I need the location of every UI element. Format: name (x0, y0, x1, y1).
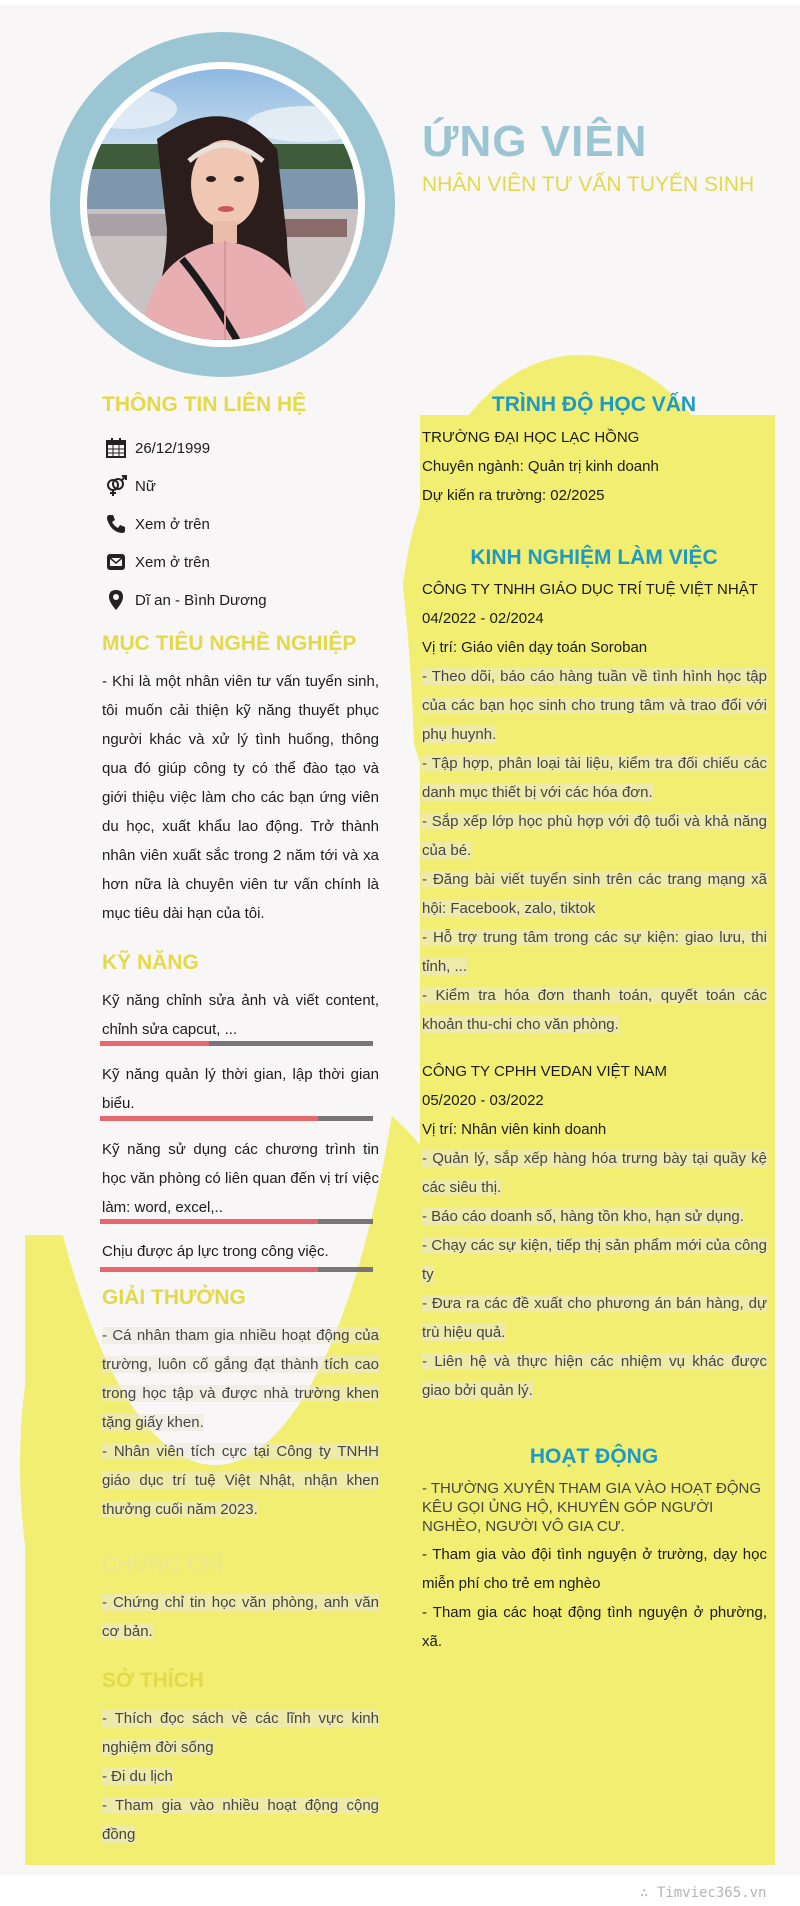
duty-item: - Quản lý, sắp xếp hàng hóa trưng bày tại quầy kệ các siêu thị. (422, 1150, 767, 1196)
avatar (87, 69, 358, 340)
contact-location-text: Dĩ an - Bình Dương (135, 591, 267, 609)
duty-item: - Đăng bài viết tuyển sinh trên các trang mạng xã hội: Facebook, zalo, tiktok (422, 871, 767, 917)
skills-title: KỸ NĂNG (102, 951, 199, 974)
experience-title: KINH NGHIỆM LÀM VIỆC (470, 546, 718, 569)
skill-3-bar (100, 1219, 373, 1224)
certificate-item: - Chứng chỉ tin học văn phòng, anh văn cơ bản. (102, 1594, 379, 1640)
job-1 (422, 575, 767, 1039)
contact-birthday (105, 435, 210, 461)
job-2-duties (422, 1144, 767, 1405)
objective-text: - Khi là một nhân viên tư vấn tuyển sinh, tôi muốn cải thiện kỹ năng thuyết phục người khác và xử lý tình huống, thông qua đó giúp công ty có thể đào tạo và giới thiệu việc làm cho các bạn ứng viên du học, xuất khẩu lao động. Trở thành nhân viên xuất sắc trong 2 năm tới và xa hơn nữa là chuyên viên tư vấn chính là mục tiêu dài hạn của tôi. (102, 673, 379, 922)
contact-email-text: Xem ở trên (135, 553, 210, 571)
activity-item: - Tham gia các hoạt động tình nguyện ở phường, xã. (422, 1604, 767, 1650)
contact-gender-text: Nữ (135, 477, 156, 495)
certificates-title: CHỨNG CHỈ (102, 1553, 224, 1576)
certificates-list (102, 1588, 379, 1646)
job-1-duties (422, 662, 767, 1039)
award-item: - Nhân viên tích cực tại Công ty TNHH giáo dục trí tuệ Việt Nhật, nhận khen thưởng cuối năm 2023. (102, 1443, 379, 1518)
avatar-illustration (87, 69, 358, 340)
education-block (422, 423, 767, 510)
award-item: - Cá nhân tham gia nhiều hoạt động của trường, luôn cố gắng đạt thành tích cao trong học tập và được nhà trường khen tặng giấy khen. (102, 1327, 379, 1431)
job-1-period: 04/2022 - 02/2024 (422, 610, 544, 627)
activities-block (422, 1479, 767, 1656)
calendar-icon (105, 437, 127, 459)
site-watermark: ∴ Timviec365.vn (640, 1885, 767, 1901)
skill-2-text: Kỹ năng quản lý thời gian, lập thời gian biểu. (102, 1066, 379, 1112)
education-major: Chuyên ngành: Quản trị kinh doanh (422, 458, 659, 475)
duty-item: - Đưa ra các đề xuất cho phương án bán hàng, dự trù hiệu quả. (422, 1295, 767, 1341)
cv-canvas (0, 5, 800, 1875)
hobbies-title: SỞ THÍCH (102, 1669, 204, 1692)
candidate-role: NHÂN VIÊN TƯ VẤN TUYỂN SINH (422, 173, 755, 196)
contact-email (105, 549, 210, 575)
duty-item: - Sắp xếp lớp học phù hợp với độ tuổi và khả năng của bé. (422, 813, 767, 859)
education-school: TRƯỜNG ĐẠI HỌC LẠC HỒNG (422, 429, 640, 446)
mail-icon (105, 551, 127, 573)
skill-1-bar-fill (100, 1041, 209, 1046)
contact-phone (105, 511, 210, 537)
hobby-item: - Đi du lịch (102, 1768, 173, 1785)
duty-item: - Kiểm tra hóa đơn thanh toán, quyết toán các khoản thu-chi cho văn phòng. (422, 987, 767, 1033)
duty-item: - Tập hợp, phân loại tài liệu, kiểm tra đối chiếu các danh mục thiết bị với các hóa đơn. (422, 755, 767, 801)
duty-item: - Báo cáo doanh số, hàng tồn kho, hạn sử dụng. (422, 1208, 744, 1225)
education-graduation: Dự kiến ra trường: 02/2025 (422, 487, 605, 504)
job-2-position: Vị trí: Nhân viên kinh doanh (422, 1121, 607, 1138)
skill-4-bar (100, 1267, 373, 1272)
hobby-item: - Thích đọc sách về các lĩnh vực kinh nghiệm đời sống (102, 1710, 379, 1756)
activities-title: HOẠT ĐỘNG (529, 1445, 659, 1468)
duty-item: - Chạy các sự kiện, tiếp thị sản phẩm mới của công ty (422, 1237, 767, 1283)
skill-3-text: Kỹ năng sử dụng các chương trình tin học văn phòng có liên quan đến vị trí việc làm: word, excel,.. (102, 1141, 379, 1216)
skill-3-bar-fill (100, 1219, 318, 1224)
objective-title: MỤC TIÊU NGHỀ NGHIỆP (102, 632, 357, 655)
job-2-company: CÔNG TY CPHH VEDAN VIỆT NAM (422, 1063, 668, 1080)
candidate-name: ỨNG VIÊN (422, 117, 648, 166)
job-1-company: CÔNG TY TNHH GIÁO DỤC TRÍ TUỆ VIỆT NHẬT (422, 581, 758, 598)
contact-birthday-text: 26/12/1999 (135, 439, 211, 457)
job-1-position: Vị trí: Giáo viên dạy toán Soroban (422, 639, 648, 656)
duty-item: - Theo dõi, báo cáo hàng tuần về tình hình học tập của các bạn học sinh cho trung tâm và trao đổi với phụ huynh. (422, 668, 767, 743)
job-2 (422, 1057, 767, 1405)
activity-item: - Tham gia vào đội tình nguyện ở trường, dạy học miễn phí cho trẻ em nghèo (422, 1546, 767, 1592)
activities-lead: - THƯỜNG XUYÊN THAM GIA VÀO HOẠT ĐỘNG KÊU GỌI ỦNG HỘ, KHUYÊN GÓP NGƯỜI NGHÈO, NGƯỜI VÔ GIA CƯ. (422, 1480, 762, 1535)
duty-item: - Hỗ trợ trung tâm trong các sự kiện: giao lưu, thi tỉnh, ... (422, 929, 767, 975)
skill-1-bar (100, 1041, 373, 1046)
skill-4-text: Chịu được áp lực trong công việc. (102, 1243, 329, 1260)
job-2-period: 05/2020 - 03/2022 (422, 1092, 544, 1109)
contact-location (105, 587, 267, 613)
skill-4-bar-fill (100, 1267, 318, 1272)
hobby-item: - Tham gia vào nhiều hoạt động cộng đồng (102, 1797, 379, 1843)
education-title: TRÌNH ĐỘ HỌC VẤN (491, 393, 697, 416)
duty-item: - Liên hệ và thực hiện các nhiệm vụ khác được giao bởi quản lý. (422, 1353, 767, 1399)
contact-title: THÔNG TIN LIÊN HỆ (102, 393, 307, 416)
contact-phone-text: Xem ở trên (135, 515, 210, 533)
location-icon (105, 589, 127, 611)
gender-icon (105, 475, 127, 497)
skill-2-bar (100, 1116, 373, 1121)
skill-1-text: Kỹ năng chỉnh sửa ảnh và viết content, chỉnh sửa capcut, ... (102, 992, 379, 1038)
awards-list (102, 1321, 379, 1524)
awards-title: GIẢI THƯỞNG (102, 1286, 246, 1309)
phone-icon (105, 513, 127, 535)
hobbies-list (102, 1704, 379, 1849)
contact-gender (105, 473, 156, 499)
skill-2-bar-fill (100, 1116, 318, 1121)
